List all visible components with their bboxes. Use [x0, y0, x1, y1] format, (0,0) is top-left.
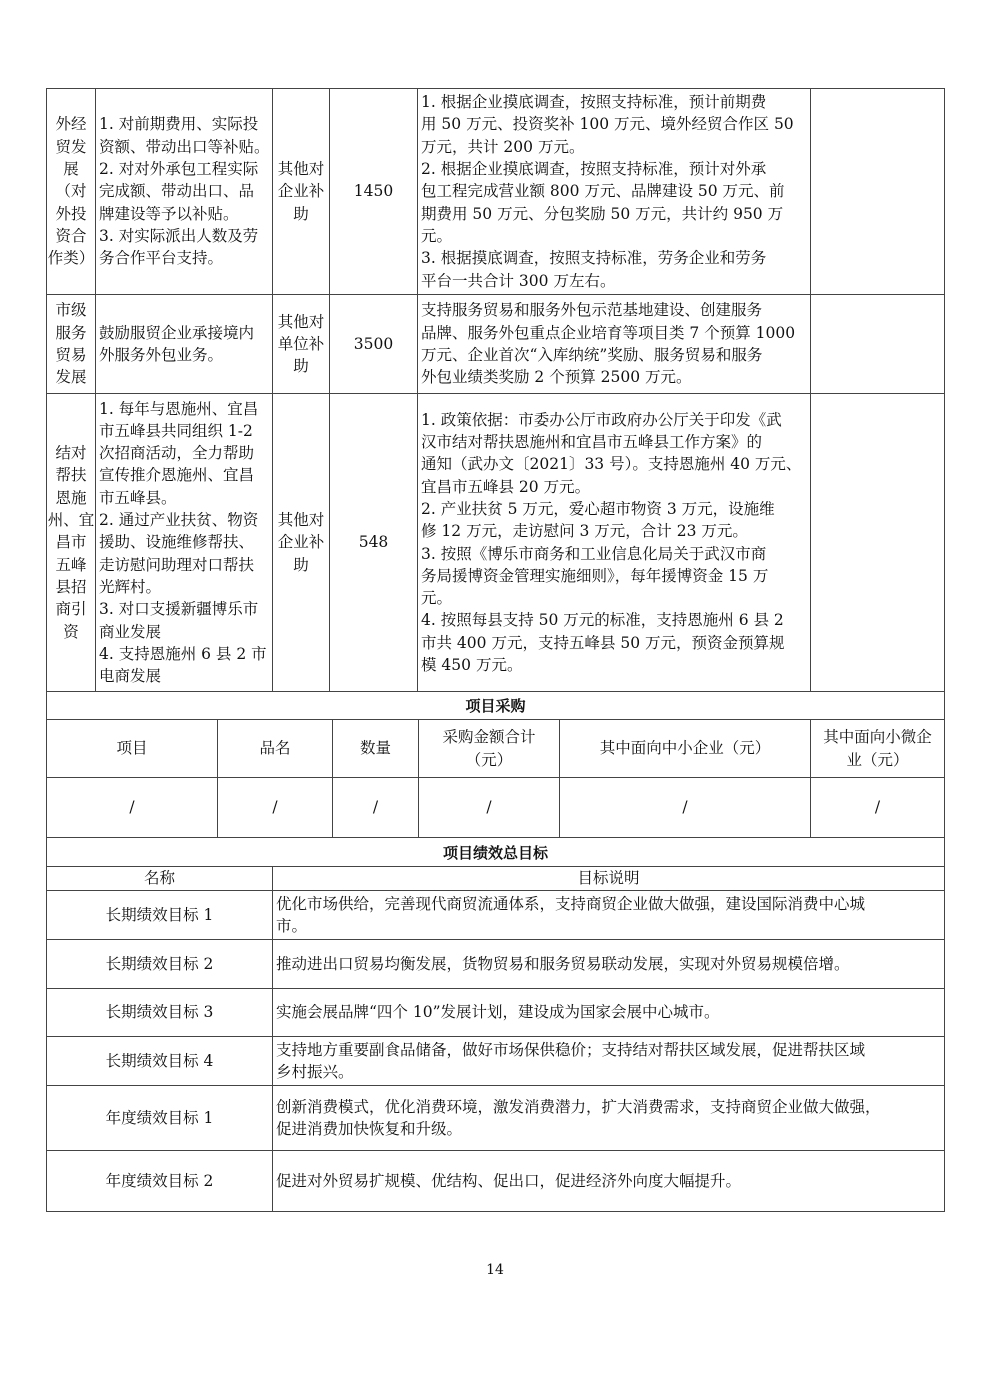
col-header-quantity: 数量 — [333, 720, 419, 778]
subsidy-type: 其他对 企业补 助 — [273, 89, 330, 295]
goal-row — [47, 1151, 945, 1212]
procurement-table — [46, 691, 945, 838]
project-name: 市级 服务 贸易 发展 — [47, 295, 96, 394]
funding-row — [47, 89, 945, 295]
goal-name: 长期绩效目标 4 — [47, 1037, 273, 1086]
goal-name: 年度绩效目标 2 — [47, 1151, 273, 1212]
amount: 548 — [330, 394, 418, 692]
project-name: 外经 贸发 展 （对 外投 资合 作类） — [47, 89, 96, 295]
procurement-header-row — [47, 720, 945, 778]
funding-row — [47, 295, 945, 394]
funding-row — [47, 394, 945, 692]
table-cell: / — [218, 778, 333, 838]
table-cell: / — [47, 778, 218, 838]
project-content: 1. 对前期费用、实际投 资额、带动出口等补贴。 2. 对对外承包工程实际 完成额、带动出口、品 牌建设等予以补贴。 3. 对实际派出人数及劳 务合作平台支持。 — [96, 89, 273, 295]
goal-description: 促进对外贸易扩规模、优结构、促出口，促进经济外向度大幅提升。 — [273, 1151, 945, 1212]
table-cell: / — [419, 778, 560, 838]
page-number: 14 — [486, 1262, 504, 1278]
goal-row — [47, 891, 945, 940]
goal-name: 长期绩效目标 3 — [47, 989, 273, 1037]
goal-description: 支持地方重要副食品储备，做好市场保供稳价；支持结对帮扶区域发展，促进帮扶区域 乡村振兴。 — [273, 1037, 945, 1086]
amount: 1450 — [330, 89, 418, 295]
procurement-title: 项目采购 — [47, 692, 945, 720]
col-header-project: 项目 — [47, 720, 218, 778]
project-content: 1. 每年与恩施州、宜昌 市五峰县共同组织 1-2 次招商活动，全力帮助 宣传推介恩施州、宜昌 市五峰县。 2. 通过产业扶贫、物资 援助、设施维修帮扶、 走访慰问助理对口帮扶 光辉村。 3. 对口支援新疆博乐市 商业发展 4. 支持恩施州 6 县 2 市 电商发展 — [96, 394, 273, 692]
table-cell: / — [333, 778, 419, 838]
goal-name: 年度绩效目标 1 — [47, 1086, 273, 1151]
col-header-item-name: 品名 — [218, 720, 333, 778]
goal-row — [47, 989, 945, 1037]
project-content: 鼓励服贸企业承接境内 外服务外包业务。 — [96, 295, 273, 394]
goal-name: 长期绩效目标 1 — [47, 891, 273, 940]
goal-row — [47, 1037, 945, 1086]
procurement-value-row — [47, 778, 945, 838]
calculation-basis: 支持服务贸易和服务外包示范基地建设、创建服务 品牌、服务外包重点企业培育等项目类 7 个预算 1000 万元、企业首次“入库纳统”奖励、服务贸易和服务 外包业绩类奖励 2 个预算 2500 万元。 — [418, 295, 811, 394]
amount: 3500 — [330, 295, 418, 394]
goal-row — [47, 1086, 945, 1151]
goal-row — [47, 940, 945, 989]
goal-description: 创新消费模式，优化消费环境，激发消费潜力，扩大消费需求，支持商贸企业做大做强， 促进消费加快恢复和升级。 — [273, 1086, 945, 1151]
calculation-basis: 1. 政策依据：市委办公厅市政府办公厅关于印发《武 汉市结对帮扶恩施州和宜昌市五峰县工作方案》的 通知（武办文〔2021〕33 号）。支持恩施州 40 万元、 宜昌市五峰县 20 万元。 2. 产业扶贫 5 万元，爱心超市物资 3 万元，设施维 修 12 万元，走访慰问 3 万元，合计 23 万元。 3. 按照《博乐市商务和工业信息化局关于武汉市商 务局援博资金管理实施细则》，每年援博资金 15 万 元。 4. 按照每县支持 50 万元的标准，支持恩施州 6 县 2 市共 400 万元，支持五峰县 50 万元，预资金预算规 模 450 万元。 — [418, 394, 811, 692]
goal-description: 推动进出口贸易均衡发展，货物贸易和服务贸易联动发展，实现对外贸易规模倍增。 — [273, 940, 945, 989]
subsidy-type: 其他对 企业补 助 — [273, 394, 330, 692]
col-header-sme-amount: 其中面向中小企业（元） — [560, 720, 811, 778]
goal-description: 实施会展品牌“四个 10”发展计划，建设成为国家会展中心城市。 — [273, 989, 945, 1037]
goals-title: 项目绩效总目标 — [47, 838, 945, 867]
col-header-total-amount: 采购金额合计 （元） — [419, 720, 560, 778]
goals-table — [46, 837, 945, 1212]
remark — [811, 89, 945, 295]
project-name: 结对 帮扶 恩施 州、宜 昌市 五峰 县招 商引 资 — [47, 394, 96, 692]
col-header-name: 名称 — [47, 867, 273, 891]
col-header-description: 目标说明 — [273, 867, 945, 891]
col-header-micro-amount: 其中面向小微企 业（元） — [811, 720, 945, 778]
table-cell: / — [811, 778, 945, 838]
goal-description: 优化市场供给，完善现代商贸流通体系，支持商贸企业做大做强，建设国际消费中心城 市。 — [273, 891, 945, 940]
remark — [811, 295, 945, 394]
goals-header-row — [47, 867, 945, 891]
calculation-basis: 1. 根据企业摸底调查，按照支持标准，预计前期费 用 50 万元、投资奖补 100 万元、境外经贸合作区 50 万元，共计 200 万元。 2. 根据企业摸底调查，按照支持标准，预计对外承 包工程完成营业额 800 万元、品牌建设 50 万元、前 期费用 50 万元、分包奖励 50 万元，共计约 950 万 元。 3. 根据摸底调查，按照支持标准，劳务企业和劳务 平台一共合计 300 万左右。 — [418, 89, 811, 295]
goal-name: 长期绩效目标 2 — [47, 940, 273, 989]
funding-table — [46, 88, 945, 692]
remark — [811, 394, 945, 692]
table-cell: / — [560, 778, 811, 838]
subsidy-type: 其他对 单位补 助 — [273, 295, 330, 394]
